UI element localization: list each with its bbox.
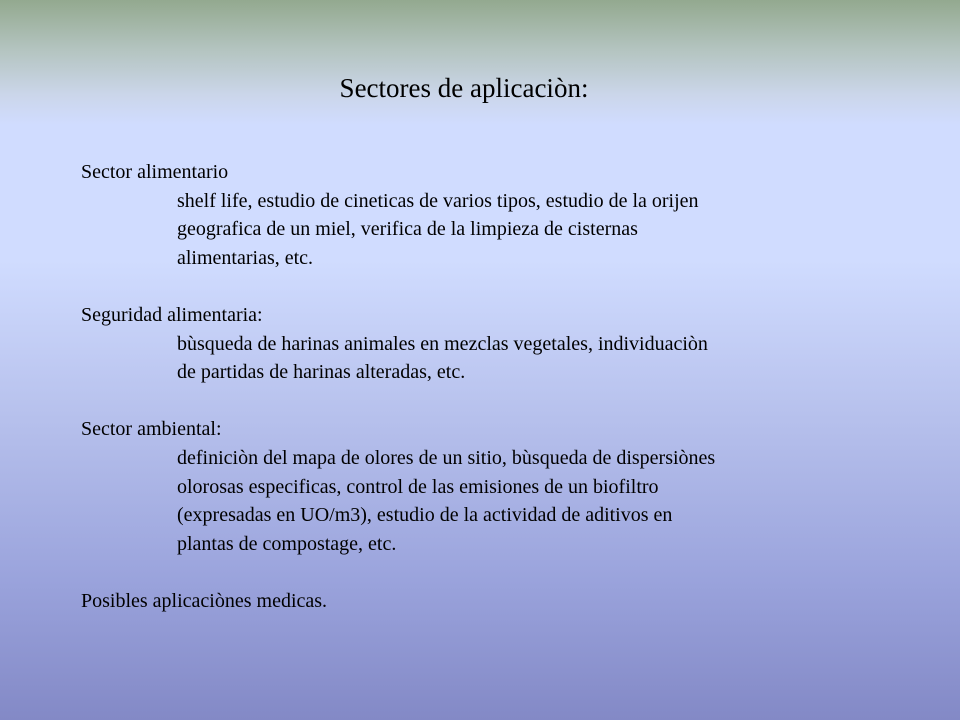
section-body [81,330,837,387]
section-sector-alimentario [81,158,931,272]
section-body-line: de partidas de harinas alteradas, etc. [177,361,466,384]
section-body-line: geografica de un miel, verifica de la limpieza de cisternas [177,218,638,241]
section-heading: Sector ambiental: [81,418,222,441]
section-body-line: bùsqueda de harinas animales en mezclas vegetales, individuaciòn [177,332,708,355]
section-heading: Sector alimentario [81,161,229,183]
section-body [81,444,837,558]
section-aplicaciones-medicas [81,587,931,616]
section-heading: Seguridad alimentaria: [81,303,263,326]
section-sector-ambiental [81,415,931,558]
sections-list [81,158,931,616]
section-body-line: alimentarias, etc. [177,246,314,269]
section-body-line: (expresadas en UO/m3), estudio de la actividad de aditivos en [177,504,673,527]
section-heading: Posibles aplicaciònes medicas. [81,589,328,612]
section-body-line: plantas de compostage, etc. [177,532,397,555]
slide-title: Sectores de aplicaciòn: [339,73,589,103]
section-body-line: definiciòn del mapa de olores de un sitio, bùsqueda de dispersiònes [177,446,716,469]
section-body [81,187,837,273]
section-body-line: shelf life, estudio de cineticas de varios tipos, estudio de la orijen [177,189,699,212]
section-seguridad-alimentaria [81,301,931,387]
section-body-line: olorosas especificas, control de las emisiones de un biofiltro [177,475,659,498]
